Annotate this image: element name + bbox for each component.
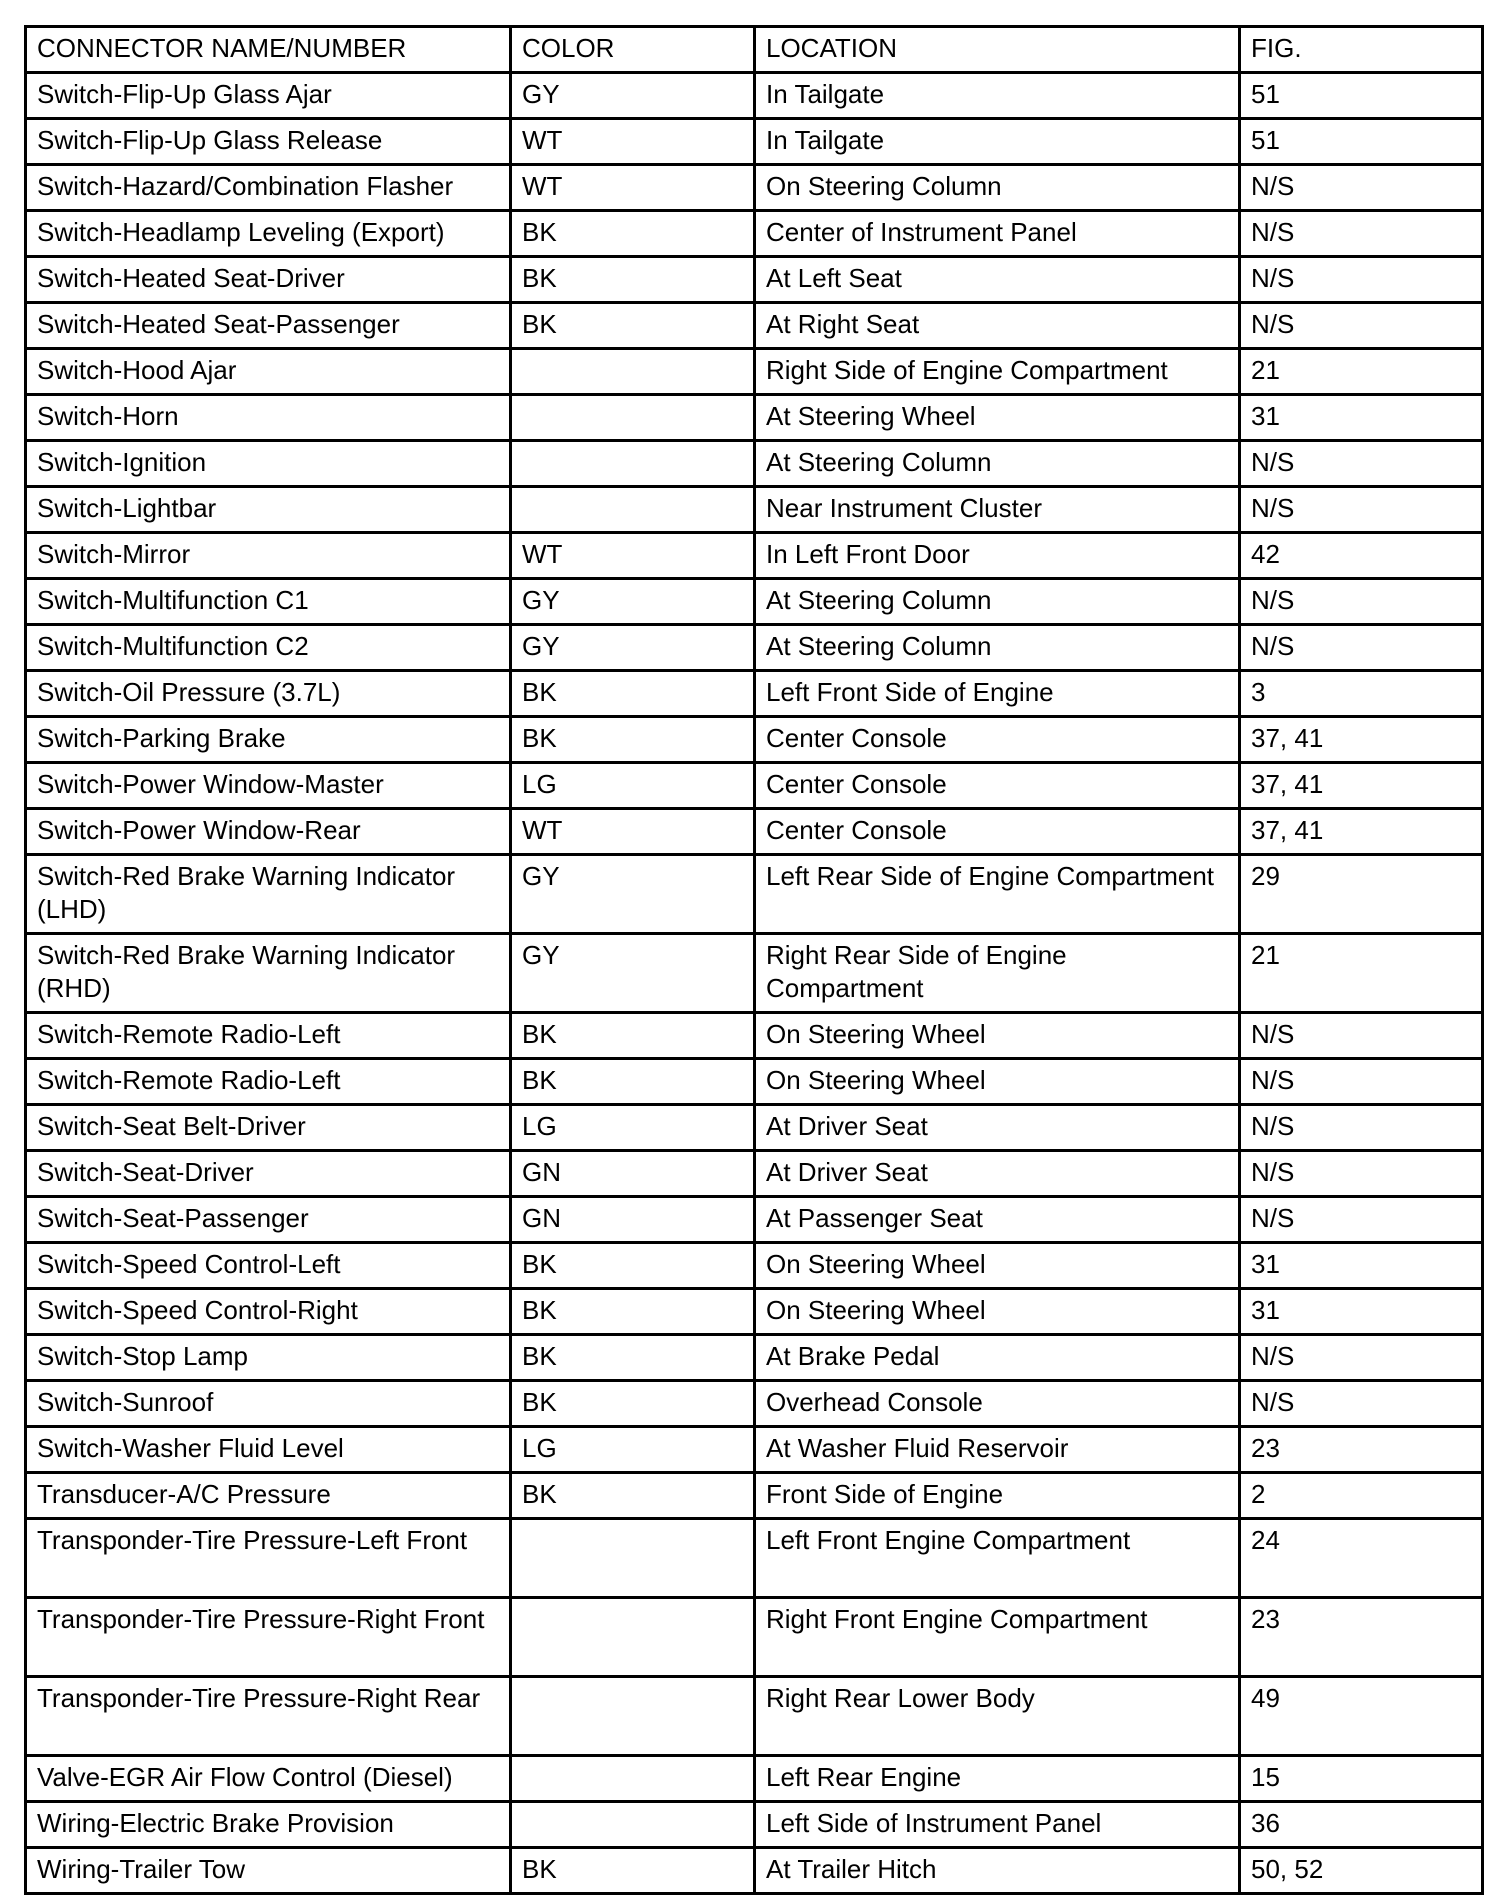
cell-color: WT	[511, 165, 755, 211]
header-location: LOCATION	[755, 27, 1240, 73]
table-row	[26, 119, 1483, 165]
cell-location: On Steering Wheel	[755, 1013, 1240, 1059]
cell-location: At Driver Seat	[755, 1105, 1240, 1151]
cell-location: Right Rear Lower Body	[755, 1677, 1240, 1756]
cell-location: On Steering Column	[755, 165, 1240, 211]
cell-color: BK	[511, 1013, 755, 1059]
table-row	[26, 1013, 1483, 1059]
table-row	[26, 1335, 1483, 1381]
cell-location: Left Side of Instrument Panel	[755, 1802, 1240, 1848]
cell-connector-name: Switch-Flip-Up Glass Release	[26, 119, 511, 165]
cell-location: Left Rear Engine	[755, 1756, 1240, 1802]
cell-location: At Passenger Seat	[755, 1197, 1240, 1243]
cell-location: At Steering Column	[755, 625, 1240, 671]
cell-connector-name: Switch-Speed Control-Right	[26, 1289, 511, 1335]
cell-connector-name: Switch-Remote Radio-Left	[26, 1059, 511, 1105]
cell-fig: N/S	[1240, 1197, 1483, 1243]
cell-color	[511, 1598, 755, 1677]
cell-fig: 49	[1240, 1677, 1483, 1756]
cell-location: Front Side of Engine	[755, 1473, 1240, 1519]
cell-fig: N/S	[1240, 165, 1483, 211]
table-row	[26, 579, 1483, 625]
cell-location: At Washer Fluid Reservoir	[755, 1427, 1240, 1473]
table-row	[26, 1151, 1483, 1197]
cell-connector-name: Switch-Oil Pressure (3.7L)	[26, 671, 511, 717]
cell-connector-name: Switch-Multifunction C1	[26, 579, 511, 625]
cell-location: Left Front Side of Engine	[755, 671, 1240, 717]
cell-color: BK	[511, 1059, 755, 1105]
cell-connector-name: Switch-Sunroof	[26, 1381, 511, 1427]
table-row	[26, 1473, 1483, 1519]
cell-location: Center of Instrument Panel	[755, 211, 1240, 257]
cell-fig: 29	[1240, 855, 1483, 934]
cell-connector-name: Switch-Power Window-Master	[26, 763, 511, 809]
cell-color: WT	[511, 533, 755, 579]
cell-fig: 51	[1240, 73, 1483, 119]
cell-location: In Tailgate	[755, 119, 1240, 165]
cell-connector-name: Switch-Heated Seat-Passenger	[26, 303, 511, 349]
cell-color: WT	[511, 119, 755, 165]
cell-color: GY	[511, 855, 755, 934]
cell-connector-name: Switch-Parking Brake	[26, 717, 511, 763]
table-row	[26, 717, 1483, 763]
table-row	[26, 395, 1483, 441]
cell-color	[511, 395, 755, 441]
cell-location: On Steering Wheel	[755, 1289, 1240, 1335]
cell-connector-name: Switch-Heated Seat-Driver	[26, 257, 511, 303]
table-body	[26, 27, 1483, 1894]
cell-connector-name: Switch-Seat Belt-Driver	[26, 1105, 511, 1151]
cell-connector-name: Switch-Remote Radio-Left	[26, 1013, 511, 1059]
cell-color: BK	[511, 1473, 755, 1519]
cell-connector-name: Switch-Hood Ajar	[26, 349, 511, 395]
cell-fig: 50, 52	[1240, 1848, 1483, 1894]
table-row	[26, 1802, 1483, 1848]
table-row	[26, 1059, 1483, 1105]
table-row	[26, 1427, 1483, 1473]
table-row	[26, 303, 1483, 349]
cell-connector-name: Transponder-Tire Pressure-Right Rear	[26, 1677, 511, 1756]
cell-location: At Steering Column	[755, 579, 1240, 625]
table-row	[26, 1848, 1483, 1894]
cell-location: At Steering Wheel	[755, 395, 1240, 441]
cell-color: GN	[511, 1151, 755, 1197]
cell-color: BK	[511, 671, 755, 717]
cell-color: GY	[511, 579, 755, 625]
header-connector-name: CONNECTOR NAME/NUMBER	[26, 27, 511, 73]
cell-fig: N/S	[1240, 625, 1483, 671]
table-row	[26, 165, 1483, 211]
cell-connector-name: Transponder-Tire Pressure-Left Front	[26, 1519, 511, 1598]
cell-location: Right Side of Engine Compartment	[755, 349, 1240, 395]
cell-location: Overhead Console	[755, 1381, 1240, 1427]
table-row	[26, 1756, 1483, 1802]
cell-connector-name: Switch-Power Window-Rear	[26, 809, 511, 855]
cell-connector-name: Switch-Hazard/Combination Flasher	[26, 165, 511, 211]
cell-fig: 37, 41	[1240, 717, 1483, 763]
cell-connector-name: Switch-Horn	[26, 395, 511, 441]
cell-fig: 21	[1240, 934, 1483, 1013]
cell-fig: 3	[1240, 671, 1483, 717]
cell-location: In Tailgate	[755, 73, 1240, 119]
cell-location: At Steering Column	[755, 441, 1240, 487]
cell-color: BK	[511, 717, 755, 763]
cell-fig: 15	[1240, 1756, 1483, 1802]
cell-fig: 37, 41	[1240, 763, 1483, 809]
cell-fig: 2	[1240, 1473, 1483, 1519]
cell-color	[511, 487, 755, 533]
cell-location: At Right Seat	[755, 303, 1240, 349]
cell-fig: 31	[1240, 1243, 1483, 1289]
connector-table	[24, 25, 1484, 1895]
cell-location: Right Rear Side of Engine Compartment	[755, 934, 1240, 1013]
table-row	[26, 73, 1483, 119]
table-row	[26, 1197, 1483, 1243]
cell-connector-name: Transponder-Tire Pressure-Right Front	[26, 1598, 511, 1677]
cell-color	[511, 441, 755, 487]
cell-fig: N/S	[1240, 1381, 1483, 1427]
cell-location: At Trailer Hitch	[755, 1848, 1240, 1894]
cell-connector-name: Switch-Red Brake Warning Indicator (LHD)	[26, 855, 511, 934]
cell-fig: N/S	[1240, 1335, 1483, 1381]
cell-location: Left Rear Side of Engine Compartment	[755, 855, 1240, 934]
cell-fig: N/S	[1240, 257, 1483, 303]
cell-connector-name: Switch-Flip-Up Glass Ajar	[26, 73, 511, 119]
cell-fig: 23	[1240, 1598, 1483, 1677]
cell-color: BK	[511, 303, 755, 349]
cell-connector-name: Wiring-Trailer Tow	[26, 1848, 511, 1894]
table-row	[26, 1598, 1483, 1677]
cell-connector-name: Switch-Mirror	[26, 533, 511, 579]
cell-connector-name: Switch-Headlamp Leveling (Export)	[26, 211, 511, 257]
cell-fig: N/S	[1240, 487, 1483, 533]
cell-color: GY	[511, 625, 755, 671]
table-row	[26, 257, 1483, 303]
cell-location: Right Front Engine Compartment	[755, 1598, 1240, 1677]
cell-location: On Steering Wheel	[755, 1059, 1240, 1105]
cell-color: BK	[511, 211, 755, 257]
table-row	[26, 625, 1483, 671]
cell-color: LG	[511, 1427, 755, 1473]
table-row	[26, 487, 1483, 533]
cell-connector-name: Switch-Ignition	[26, 441, 511, 487]
cell-location: Center Console	[755, 809, 1240, 855]
table-row	[26, 1519, 1483, 1598]
cell-fig: 42	[1240, 533, 1483, 579]
cell-fig: N/S	[1240, 303, 1483, 349]
cell-connector-name: Switch-Multifunction C2	[26, 625, 511, 671]
table-row	[26, 809, 1483, 855]
cell-location: On Steering Wheel	[755, 1243, 1240, 1289]
cell-color	[511, 349, 755, 395]
table-row	[26, 855, 1483, 934]
table-row	[26, 671, 1483, 717]
cell-color	[511, 1756, 755, 1802]
cell-fig: 36	[1240, 1802, 1483, 1848]
table-row	[26, 441, 1483, 487]
cell-color: BK	[511, 1335, 755, 1381]
cell-fig: 21	[1240, 349, 1483, 395]
cell-fig: N/S	[1240, 579, 1483, 625]
table-row	[26, 211, 1483, 257]
table-row	[26, 1677, 1483, 1756]
cell-color	[511, 1519, 755, 1598]
cell-color: WT	[511, 809, 755, 855]
cell-location: Near Instrument Cluster	[755, 487, 1240, 533]
header-color: COLOR	[511, 27, 755, 73]
cell-fig: N/S	[1240, 1059, 1483, 1105]
cell-color: LG	[511, 1105, 755, 1151]
cell-location: Left Front Engine Compartment	[755, 1519, 1240, 1598]
cell-location: Center Console	[755, 763, 1240, 809]
cell-color: BK	[511, 1381, 755, 1427]
cell-fig: 37, 41	[1240, 809, 1483, 855]
cell-location: At Driver Seat	[755, 1151, 1240, 1197]
cell-color: BK	[511, 1848, 755, 1894]
cell-color: BK	[511, 1243, 755, 1289]
cell-location: At Left Seat	[755, 257, 1240, 303]
cell-connector-name: Switch-Lightbar	[26, 487, 511, 533]
cell-fig: 31	[1240, 1289, 1483, 1335]
table-row	[26, 1289, 1483, 1335]
cell-connector-name: Switch-Seat-Passenger	[26, 1197, 511, 1243]
cell-fig: N/S	[1240, 1151, 1483, 1197]
cell-color: BK	[511, 1289, 755, 1335]
cell-connector-name: Switch-Washer Fluid Level	[26, 1427, 511, 1473]
cell-fig: 31	[1240, 395, 1483, 441]
cell-fig: 24	[1240, 1519, 1483, 1598]
cell-fig: N/S	[1240, 211, 1483, 257]
cell-connector-name: Valve-EGR Air Flow Control (Diesel)	[26, 1756, 511, 1802]
table-row	[26, 763, 1483, 809]
cell-location: Center Console	[755, 717, 1240, 763]
cell-fig: 23	[1240, 1427, 1483, 1473]
cell-connector-name: Wiring-Electric Brake Provision	[26, 1802, 511, 1848]
cell-color: GN	[511, 1197, 755, 1243]
table-row	[26, 934, 1483, 1013]
header-fig: FIG.	[1240, 27, 1483, 73]
cell-connector-name: Switch-Speed Control-Left	[26, 1243, 511, 1289]
cell-color: GY	[511, 73, 755, 119]
cell-location: At Brake Pedal	[755, 1335, 1240, 1381]
table-row	[26, 533, 1483, 579]
cell-fig: N/S	[1240, 1105, 1483, 1151]
cell-fig: N/S	[1240, 441, 1483, 487]
cell-connector-name: Transducer-A/C Pressure	[26, 1473, 511, 1519]
cell-color: BK	[511, 257, 755, 303]
cell-color: LG	[511, 763, 755, 809]
table-row	[26, 1381, 1483, 1427]
cell-color: GY	[511, 934, 755, 1013]
table-row	[26, 349, 1483, 395]
table-row	[26, 1105, 1483, 1151]
cell-color	[511, 1677, 755, 1756]
cell-fig: N/S	[1240, 1013, 1483, 1059]
cell-connector-name: Switch-Red Brake Warning Indicator (RHD)	[26, 934, 511, 1013]
table-header-row	[26, 27, 1483, 73]
cell-connector-name: Switch-Stop Lamp	[26, 1335, 511, 1381]
cell-color	[511, 1802, 755, 1848]
cell-fig: 51	[1240, 119, 1483, 165]
table-row	[26, 1243, 1483, 1289]
cell-connector-name: Switch-Seat-Driver	[26, 1151, 511, 1197]
cell-location: In Left Front Door	[755, 533, 1240, 579]
